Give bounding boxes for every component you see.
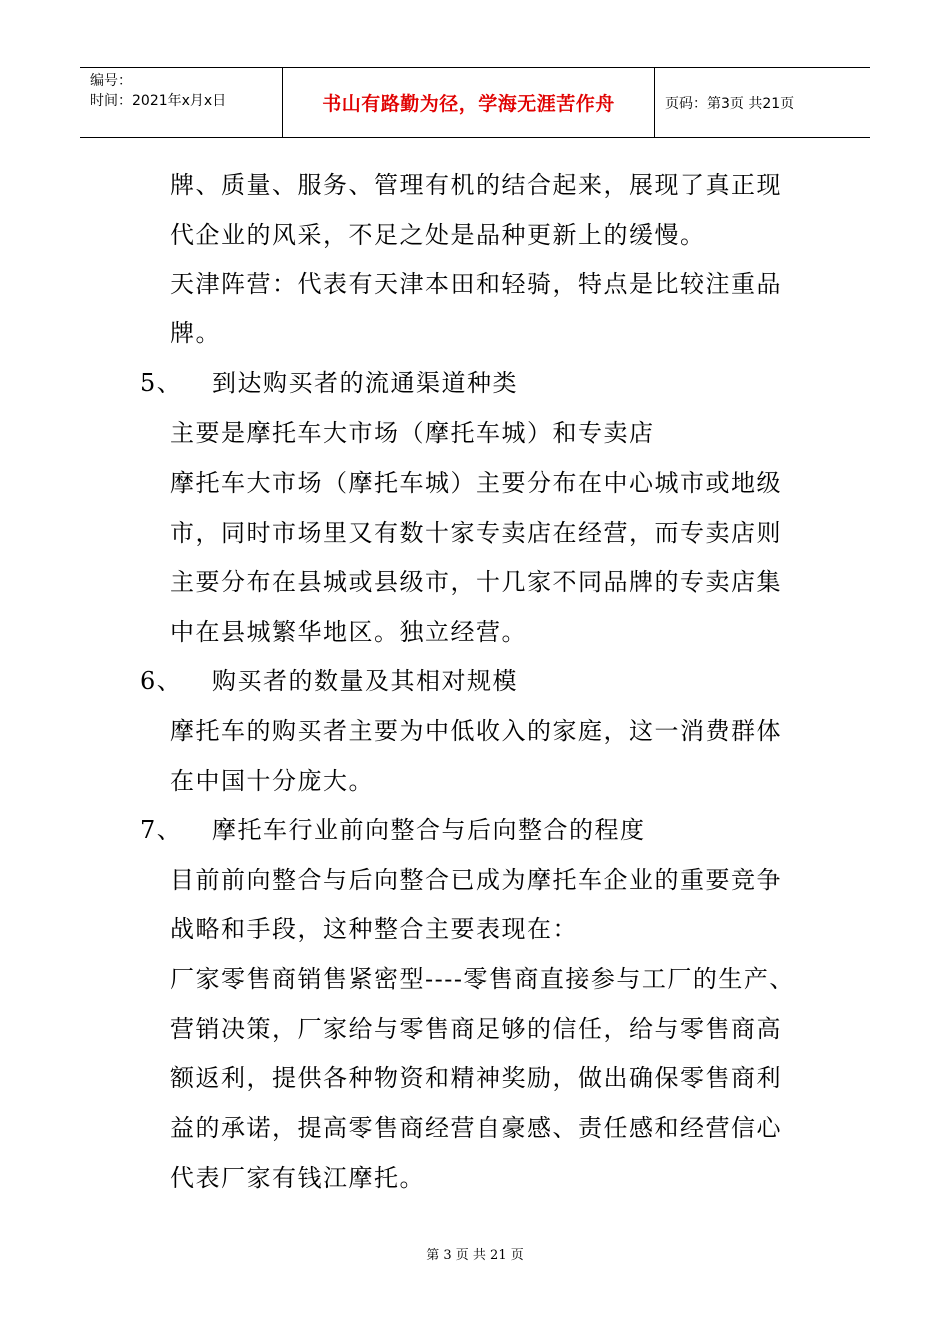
- section-heading-7: [140, 815, 646, 845]
- header-page-info: [655, 68, 870, 137]
- section-title: 购买者的数量及其相对规模: [212, 667, 518, 695]
- paragraph-line: 中在县城繁华地区。独立经营。: [170, 618, 527, 646]
- paragraph-line: 主要是摩托车大市场（摩托车城）和专卖店: [170, 419, 655, 447]
- document-date: 时间：2021年x月x日: [90, 93, 227, 109]
- paragraph-line: 代表厂家有钱江摩托。: [170, 1164, 425, 1192]
- paragraph-line: 目前前向整合与后向整合已成为摩托车企业的重要竞争: [170, 866, 782, 894]
- document-number-label: 编号：: [90, 73, 132, 89]
- section-title: 到达购买者的流通渠道种类: [212, 369, 518, 397]
- paragraph-line: 在中国十分庞大。: [170, 767, 374, 795]
- section-number: 7、: [140, 816, 183, 844]
- section-heading-6: [140, 666, 518, 696]
- paragraph-line: 额返利，提供各种物资和精神奖励，做出确保零售商利: [170, 1064, 782, 1092]
- paragraph-line: 摩托车大市场（摩托车城）主要分布在中心城市或地级: [170, 469, 782, 497]
- header-motto-cell: [283, 68, 655, 137]
- paragraph-line: 营销决策，厂家给与零售商足够的信任，给与零售商高: [170, 1015, 782, 1043]
- paragraph-line: 益的承诺，提高零售商经营自豪感、责任感和经营信心: [170, 1114, 782, 1142]
- section-heading-5: [140, 368, 518, 398]
- paragraph-line: 厂家零售商销售紧密型----零售商直接参与工厂的生产、: [170, 965, 795, 993]
- header-motto: 书山有路勤为径，学海无涯苦作舟: [322, 93, 615, 115]
- paragraph-line: 代企业的风采，不足之处是品种更新上的缓慢。: [170, 221, 706, 249]
- page-header: [80, 67, 870, 138]
- paragraph-line: 摩托车的购买者主要为中低收入的家庭，这一消费群体: [170, 717, 782, 745]
- paragraph-line: 牌、质量、服务、管理有机的结合起来，展现了真正现: [170, 171, 782, 199]
- section-title: 摩托车行业前向整合与后向整合的程度: [212, 816, 646, 844]
- page-info-text: 页码：第3页 共21页: [665, 95, 795, 112]
- section-number: 5、: [140, 369, 183, 397]
- paragraph-line: 战略和手段，这种整合主要表现在：: [170, 915, 578, 943]
- section-number: 6、: [140, 667, 183, 695]
- header-meta: [80, 68, 283, 137]
- paragraph-line: 牌。: [170, 319, 221, 347]
- page-footer: 第 3 页 共 21 页: [426, 1248, 524, 1263]
- paragraph-line: 天津阵营：代表有天津本田和轻骑，特点是比较注重品: [170, 270, 782, 298]
- paragraph-line: 主要分布在县城或县级市，十几家不同品牌的专卖店集: [170, 568, 782, 596]
- paragraph-line: 市，同时市场里又有数十家专卖店在经营，而专卖店则: [170, 519, 782, 547]
